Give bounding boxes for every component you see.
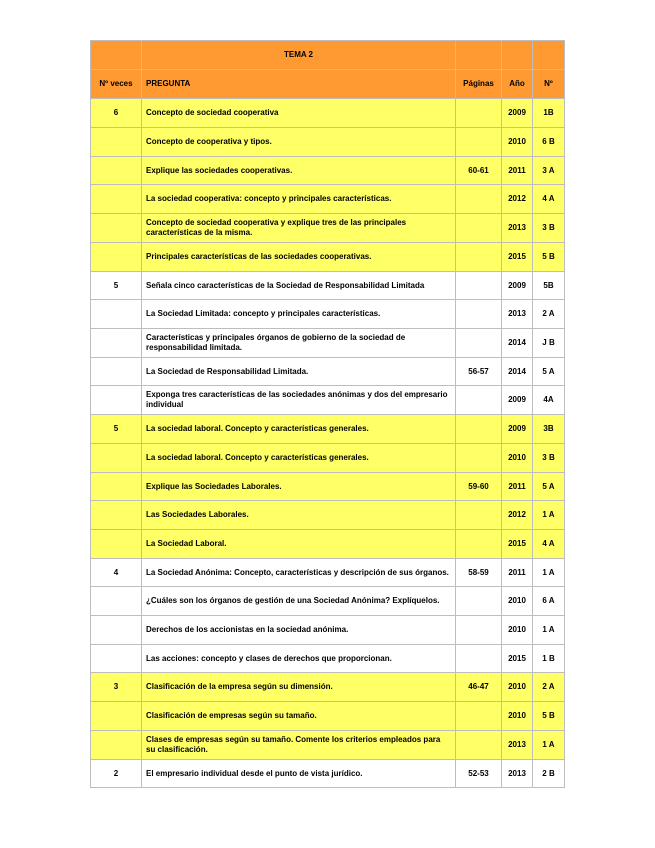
cell-anio: 2010 [502,587,533,616]
cell-paginas [456,243,502,272]
cell-veces [91,645,142,673]
cell-num: 1 A [533,616,565,645]
cell-anio: 2009 [502,272,533,300]
cell-anio: 2011 [502,473,533,501]
table-row [91,214,565,243]
title-spacer [91,41,142,70]
cell-num: 3B [533,415,565,444]
cell-anio: 2013 [502,731,533,760]
table-row [91,329,565,358]
cell-veces [91,300,142,329]
cell-num: 5 A [533,358,565,386]
cell-anio: 2013 [502,214,533,243]
cell-anio: 2015 [502,243,533,272]
cell-num: 2 A [533,673,565,702]
cell-paginas [456,99,502,128]
cell-num: 2 B [533,760,565,788]
cell-pregunta: Concepto de sociedad cooperativa y explique tres de las principales características de la misma. [142,214,456,243]
table-row [91,128,565,157]
questions-table [90,40,565,788]
cell-paginas: 52-53 [456,760,502,788]
cell-pregunta: Las acciones: concepto y clases de derechos que proporcionan. [142,645,456,673]
cell-paginas [456,702,502,731]
cell-num: 1 A [533,731,565,760]
table-row [91,386,565,415]
title-row [91,41,565,70]
cell-anio: 2011 [502,559,533,587]
cell-num: 1 A [533,501,565,530]
cell-paginas [456,185,502,214]
cell-pregunta: ¿Cuáles son los órganos de gestión de una Sociedad Anónima? Explíquelos. [142,587,456,616]
cell-veces [91,358,142,386]
cell-num: 6 A [533,587,565,616]
cell-pregunta: La sociedad laboral. Concepto y características generales. [142,415,456,444]
table-row [91,530,565,559]
cell-num: 5B [533,272,565,300]
cell-pregunta: Clases de empresas según su tamaño. Comente los criterios empleados para su clasificación. [142,731,456,760]
cell-anio: 2009 [502,386,533,415]
header-pregunta: PREGUNTA [142,70,456,99]
cell-pregunta: Concepto de sociedad cooperativa [142,99,456,128]
table-row [91,760,565,788]
cell-veces [91,214,142,243]
table-row [91,587,565,616]
cell-paginas: 59-60 [456,473,502,501]
cell-pregunta: Señala cinco características de la Sociedad de Responsabilidad Limitada [142,272,456,300]
header-veces: Nº veces [91,70,142,99]
cell-anio: 2014 [502,329,533,358]
cell-veces [91,329,142,358]
cell-num: 4 A [533,185,565,214]
cell-anio: 2010 [502,673,533,702]
cell-veces [91,731,142,760]
cell-num: 3 A [533,157,565,185]
cell-veces [91,473,142,501]
table-row [91,731,565,760]
cell-anio: 2012 [502,185,533,214]
cell-veces [91,616,142,645]
cell-anio: 2010 [502,444,533,473]
table-row [91,501,565,530]
cell-paginas [456,587,502,616]
cell-num: 5 A [533,473,565,501]
cell-pregunta: La Sociedad Anónima: Concepto, características y descripción de sus órganos. [142,559,456,587]
table-row [91,673,565,702]
header-anio: Año [502,70,533,99]
table-row [91,243,565,272]
cell-paginas: 60-61 [456,157,502,185]
cell-anio: 2010 [502,128,533,157]
cell-veces: 5 [91,415,142,444]
cell-paginas [456,329,502,358]
cell-num: 1 B [533,645,565,673]
cell-veces [91,386,142,415]
cell-num: 3 B [533,214,565,243]
table-row [91,185,565,214]
cell-pregunta: Concepto de cooperativa y tipos. [142,128,456,157]
cell-paginas [456,731,502,760]
header-row [91,70,565,99]
cell-paginas [456,645,502,673]
cell-paginas [456,214,502,243]
cell-anio: 2014 [502,358,533,386]
header-paginas: Páginas [456,70,502,99]
cell-paginas [456,128,502,157]
table-row [91,616,565,645]
table-row [91,358,565,386]
cell-paginas [456,386,502,415]
cell-paginas [456,616,502,645]
cell-anio: 2012 [502,501,533,530]
cell-anio: 2013 [502,300,533,329]
cell-paginas: 46-47 [456,673,502,702]
cell-num: 4A [533,386,565,415]
cell-veces [91,157,142,185]
table-row [91,645,565,673]
table-row [91,444,565,473]
table-row [91,272,565,300]
cell-paginas: 58-59 [456,559,502,587]
cell-anio: 2009 [502,99,533,128]
cell-num: J B [533,329,565,358]
cell-pregunta: Características y principales órganos de gobierno de la sociedad de responsabilidad limitada. [142,329,456,358]
cell-pregunta: La Sociedad de Responsabilidad Limitada. [142,358,456,386]
cell-num: 2 A [533,300,565,329]
cell-num: 1 A [533,559,565,587]
cell-paginas [456,501,502,530]
cell-paginas [456,272,502,300]
cell-anio: 2011 [502,157,533,185]
cell-num: 4 A [533,530,565,559]
cell-num: 6 B [533,128,565,157]
cell-veces [91,185,142,214]
cell-paginas: 56-57 [456,358,502,386]
cell-veces: 2 [91,760,142,788]
cell-pregunta: El empresario individual desde el punto de vista jurídico. [142,760,456,788]
cell-pregunta: La sociedad laboral. Concepto y características generales. [142,444,456,473]
cell-anio: 2015 [502,645,533,673]
cell-anio: 2010 [502,616,533,645]
table-row [91,415,565,444]
cell-pregunta: Derechos de los accionistas en la sociedad anónima. [142,616,456,645]
cell-veces [91,587,142,616]
cell-veces: 3 [91,673,142,702]
cell-pregunta: Explique las sociedades cooperativas. [142,157,456,185]
cell-veces: 5 [91,272,142,300]
cell-num: 1B [533,99,565,128]
cell-veces [91,530,142,559]
cell-veces [91,702,142,731]
cell-anio: 2009 [502,415,533,444]
cell-veces [91,243,142,272]
cell-anio: 2010 [502,702,533,731]
cell-paginas [456,415,502,444]
cell-pregunta: Principales características de las sociedades cooperativas. [142,243,456,272]
cell-num: 5 B [533,243,565,272]
cell-paginas [456,530,502,559]
cell-pregunta: Explique las Sociedades Laborales. [142,473,456,501]
table-title: TEMA 2 [142,41,456,70]
cell-pregunta: La sociedad cooperativa: concepto y principales características. [142,185,456,214]
cell-pregunta: Las Sociedades Laborales. [142,501,456,530]
table-row [91,702,565,731]
cell-veces: 4 [91,559,142,587]
cell-anio: 2013 [502,760,533,788]
cell-paginas [456,300,502,329]
cell-veces [91,128,142,157]
cell-veces [91,444,142,473]
table-row [91,559,565,587]
cell-paginas [456,444,502,473]
cell-pregunta: La Sociedad Limitada: concepto y principales características. [142,300,456,329]
cell-pregunta: Clasificación de empresas según su tamaño. [142,702,456,731]
table-row [91,99,565,128]
table-row [91,157,565,185]
cell-veces [91,501,142,530]
cell-pregunta: Exponga tres características de las sociedades anónimas y dos del empresario individual [142,386,456,415]
cell-pregunta: La Sociedad Laboral. [142,530,456,559]
cell-anio: 2015 [502,530,533,559]
table-row [91,473,565,501]
cell-num: 3 B [533,444,565,473]
header-num: Nº [533,70,565,99]
cell-num: 5 B [533,702,565,731]
table-row [91,300,565,329]
cell-veces: 6 [91,99,142,128]
cell-pregunta: Clasificación de la empresa según su dimensión. [142,673,456,702]
